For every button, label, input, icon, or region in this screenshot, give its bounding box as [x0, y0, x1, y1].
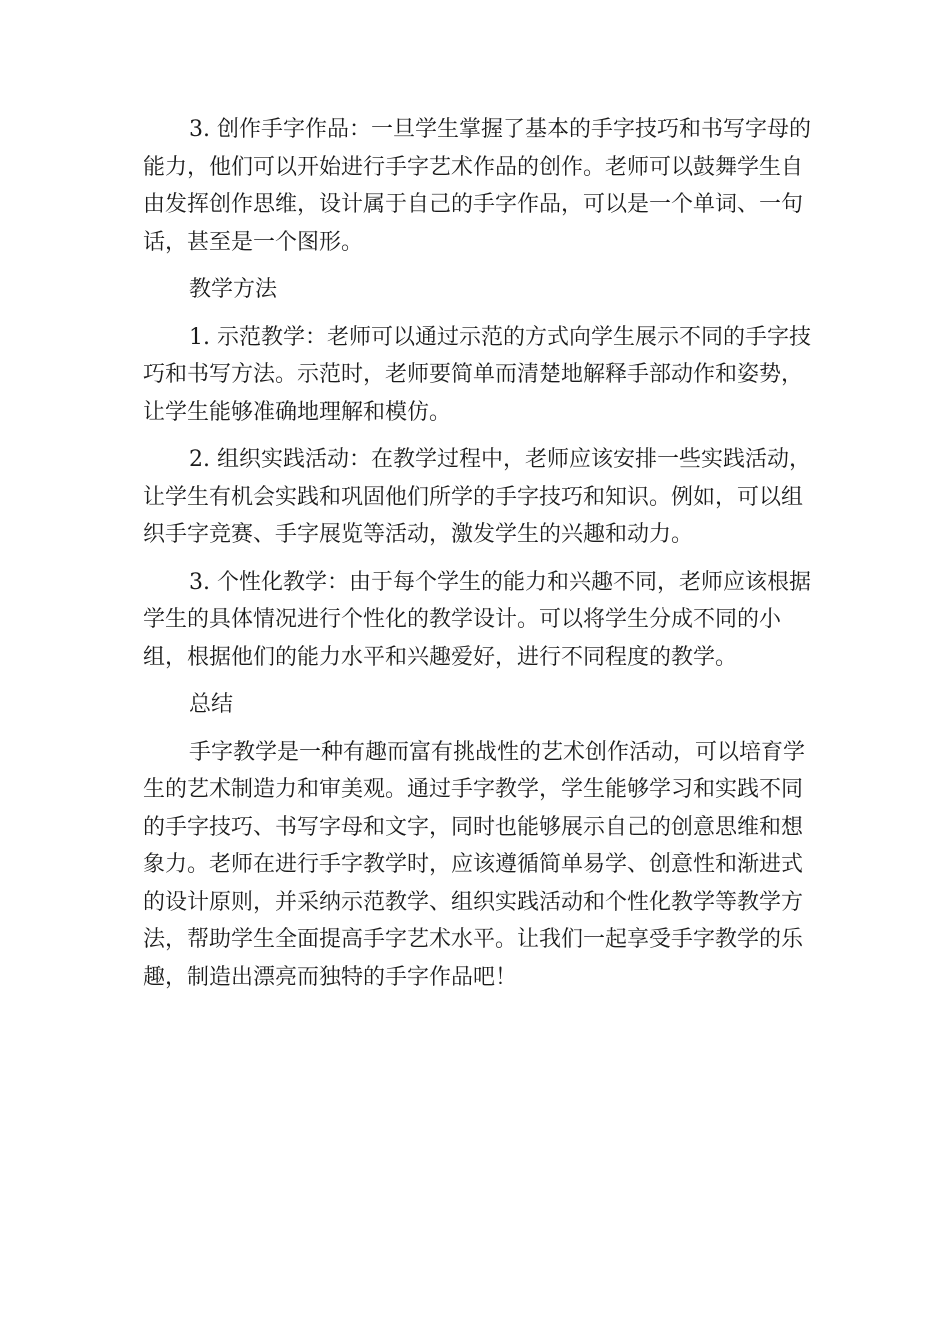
- document-body: [143, 111, 813, 1006]
- paragraph-summary: 手字教学是一种有趣而富有挑战性的艺术创作活动，可以培育学生的艺术制造力和审美观。通过手字教学，学生能够学习和实践不同的手字技巧、书写字母和文字，同时也能够展示自己的创意思维和想象力。老师在进行手字教学时，应该遵循简单易学、创意性和渐进式的设计原则，并采纳示范教学、组织实践活动和个性化教学等教学方法，帮助学生全面提高手字艺术水平。让我们一起享受手字教学的乐趣，制造出漂亮而独特的手字作品吧！: [143, 739, 806, 990]
- paragraph-create-works: 3. 创作手字作品：一旦学生掌握了基本的手字技巧和书写字母的能力，他们可以开始进行手字艺术作品的创作。老师可以鼓舞学生自由发挥创作思维，设计属于自己的手字作品，可以是一个单词、一句话，甚至是一个图形。: [143, 117, 811, 255]
- paragraph-practice-activities: 2. 组织实践活动：在教学过程中，老师应该安排一些实践活动，让学生有机会实践和巩固他们所学的手字技巧和知识。例如，可以组织手字竞赛、手字展览等活动，激发学生的兴趣和动力。: [143, 447, 811, 547]
- section-heading-summary: 总结: [189, 692, 234, 717]
- paragraph-personalized-teaching: 3. 个性化教学：由于每个学生的能力和兴趣不同，老师应该根据学生的具体情况进行个性化的教学设计。可以将学生分成不同的小组，根据他们的能力水平和兴趣爱好，进行不同程度的教学。: [143, 569, 811, 670]
- section-heading-teaching-methods: 教学方法: [189, 277, 278, 302]
- paragraph-demonstration-teaching: 1. 示范教学：老师可以通过示范的方式向学生展示不同的手字技巧和书写方法。示范时，老师要简单而清楚地解释手部动作和姿势，让学生能够准确地理解和模仿。: [143, 324, 811, 425]
